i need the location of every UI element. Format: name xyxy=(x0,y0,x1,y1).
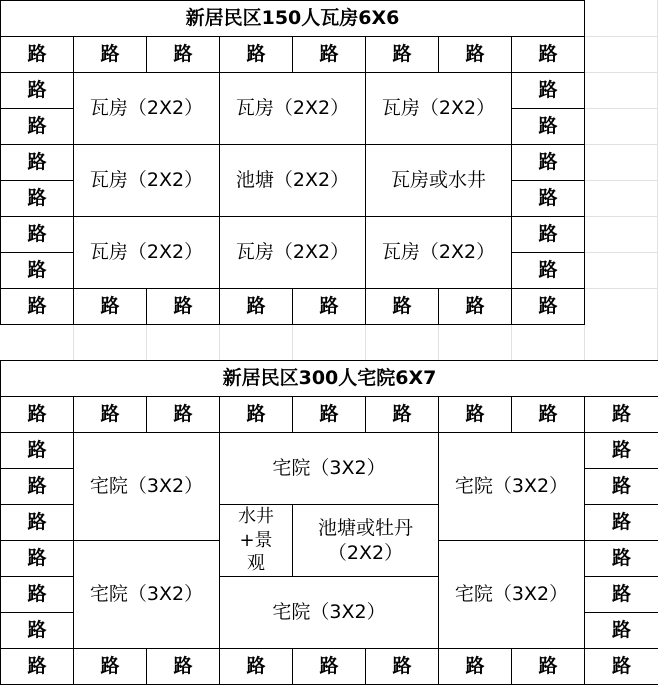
courtyard-cell: 宅院（3X2） xyxy=(438,432,585,541)
gridline xyxy=(584,108,658,109)
road-cell: 路 xyxy=(292,396,366,433)
road-cell: 路 xyxy=(0,36,74,73)
road-cell: 路 xyxy=(584,648,658,685)
gridline xyxy=(584,252,658,253)
road-cell: 路 xyxy=(438,648,512,685)
road-cell: 路 xyxy=(0,108,74,145)
plot-cell: 瓦房或水井 xyxy=(365,144,512,217)
courtyard-cell: 宅院（3X2） xyxy=(219,432,439,505)
road-cell: 路 xyxy=(438,396,512,433)
road-cell: 路 xyxy=(73,288,147,325)
road-cell: 路 xyxy=(219,648,293,685)
gridline xyxy=(146,324,147,360)
road-cell: 路 xyxy=(584,612,658,649)
road-cell: 路 xyxy=(292,648,366,685)
road-cell: 路 xyxy=(146,288,220,325)
road-cell: 路 xyxy=(365,288,439,325)
road-cell: 路 xyxy=(0,216,74,253)
gridline xyxy=(584,36,658,37)
pond-cell: 池塘或牡丹（2X2） xyxy=(292,504,439,577)
gridline xyxy=(584,324,585,360)
gridline xyxy=(219,324,220,360)
gridline xyxy=(584,180,658,181)
road-cell: 路 xyxy=(146,36,220,73)
gridline xyxy=(73,324,74,360)
gridline xyxy=(511,324,512,360)
road-cell: 路 xyxy=(511,108,585,145)
courtyard-cell: 宅院（3X2） xyxy=(438,540,585,649)
sheet1-title: 新居民区150人瓦房6X6 xyxy=(0,0,585,37)
road-cell: 路 xyxy=(73,648,147,685)
road-cell: 路 xyxy=(584,540,658,577)
road-cell: 路 xyxy=(0,648,74,685)
gridline xyxy=(365,324,366,360)
road-cell: 路 xyxy=(219,36,293,73)
road-cell: 路 xyxy=(0,252,74,289)
road-cell: 路 xyxy=(511,36,585,73)
courtyard-cell: 宅院（3X2） xyxy=(73,432,220,541)
gridline xyxy=(292,324,293,360)
plot-cell: 瓦房（2X2） xyxy=(365,72,512,145)
gridline xyxy=(584,216,658,217)
courtyard-cell: 宅院（3X2） xyxy=(219,576,439,649)
road-cell: 路 xyxy=(365,396,439,433)
plot-cell: 瓦房（2X2） xyxy=(219,72,366,145)
road-cell: 路 xyxy=(0,72,74,109)
road-cell: 路 xyxy=(584,504,658,541)
road-cell: 路 xyxy=(365,36,439,73)
road-cell: 路 xyxy=(0,612,74,649)
road-cell: 路 xyxy=(511,180,585,217)
gridline xyxy=(438,324,439,360)
road-cell: 路 xyxy=(146,648,220,685)
road-cell: 路 xyxy=(73,36,147,73)
gridline xyxy=(584,288,658,289)
road-cell: 路 xyxy=(292,36,366,73)
plot-cell: 瓦房（2X2） xyxy=(73,72,220,145)
road-cell: 路 xyxy=(146,396,220,433)
road-cell: 路 xyxy=(511,252,585,289)
road-cell: 路 xyxy=(584,432,658,469)
road-cell: 路 xyxy=(0,396,74,433)
road-cell: 路 xyxy=(511,288,585,325)
road-cell: 路 xyxy=(511,396,585,433)
road-cell: 路 xyxy=(438,288,512,325)
road-cell: 路 xyxy=(0,288,74,325)
road-cell: 路 xyxy=(0,468,74,505)
road-cell: 路 xyxy=(0,576,74,613)
road-cell: 路 xyxy=(73,396,147,433)
road-cell: 路 xyxy=(511,648,585,685)
plot-cell: 瓦房（2X2） xyxy=(73,216,220,289)
gridline xyxy=(584,144,658,145)
plot-cell: 瓦房（2X2） xyxy=(219,216,366,289)
road-cell: 路 xyxy=(511,144,585,181)
plot-cell: 瓦房（2X2） xyxy=(73,144,220,217)
road-cell: 路 xyxy=(219,396,293,433)
courtyard-cell: 宅院（3X2） xyxy=(73,540,220,649)
road-cell: 路 xyxy=(438,36,512,73)
pond-cell: 池塘（2X2） xyxy=(219,144,366,217)
road-cell: 路 xyxy=(584,468,658,505)
road-cell: 路 xyxy=(0,432,74,469)
road-cell: 路 xyxy=(219,288,293,325)
road-cell: 路 xyxy=(0,540,74,577)
road-cell: 路 xyxy=(0,504,74,541)
road-cell: 路 xyxy=(0,180,74,217)
road-cell: 路 xyxy=(584,396,658,433)
gridline xyxy=(584,72,658,73)
road-cell: 路 xyxy=(365,648,439,685)
road-cell: 路 xyxy=(292,288,366,325)
plot-cell: 瓦房（2X2） xyxy=(365,216,512,289)
sheet2-title: 新居民区300人宅院6X7 xyxy=(0,360,658,397)
well-cell: 水井+景观 xyxy=(219,504,293,577)
road-cell: 路 xyxy=(511,72,585,109)
road-cell: 路 xyxy=(0,144,74,181)
road-cell: 路 xyxy=(584,576,658,613)
road-cell: 路 xyxy=(511,216,585,253)
